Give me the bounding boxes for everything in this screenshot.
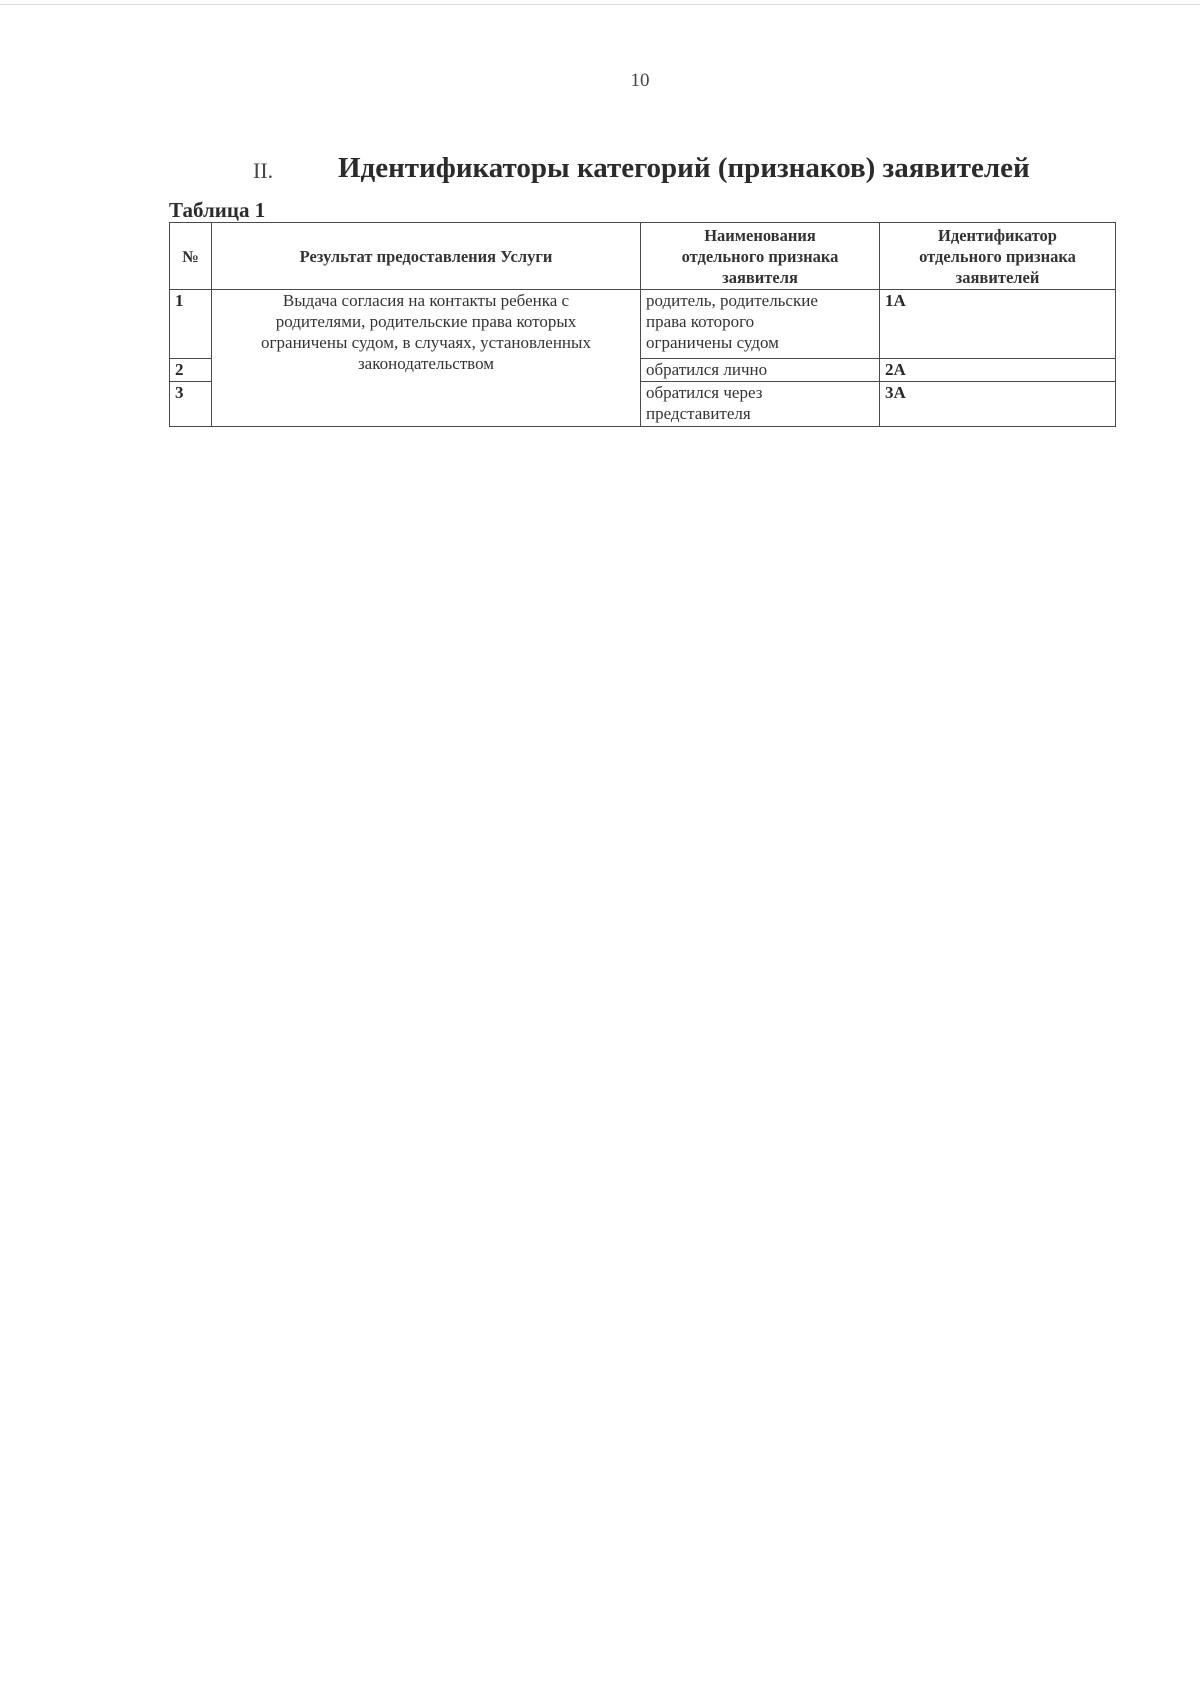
section-number: II. [253,158,274,183]
page-number: 10 [630,70,650,91]
identifier-cell: 1А [880,290,1116,359]
header-id [880,223,1116,290]
identifier-cell: 3А [880,382,1116,427]
attribute-name-line: представителя [646,404,751,423]
attribute-name-cell [641,290,880,359]
service-result-cell [212,290,641,427]
attribute-name-line: обратился через [646,383,763,402]
result-line: ограничены судом, в случаях, установленных [261,333,591,352]
identifier-cell: 2А [880,359,1116,382]
attribute-name-line: родитель, родительские [646,291,818,310]
row-number: 1 [170,290,212,359]
section-title: Идентификаторы категорий (признаков) заявителей [338,152,1030,184]
table-caption: Таблица 1 [169,198,266,222]
result-line: родителями, родительские права которых [275,312,577,331]
header-num: № [170,223,212,290]
applicant-identifiers-table [169,222,1116,427]
result-line: Выдача согласия на контакты ребенка с [282,291,570,310]
header-id-line: отдельного признака [919,246,1076,266]
attribute-name-cell [641,382,880,427]
row-number: 3 [170,382,212,427]
header-name-line: отдельного признака [681,246,839,266]
attribute-name-cell [641,359,880,382]
result-line: законодательством [357,354,495,373]
table-header-row [170,223,1116,290]
attribute-name-line: обратился лично [646,360,768,379]
header-id-line: Идентификатор [938,225,1057,245]
page-top-edge [0,4,1200,5]
header-result: Результат предоставления Услуги [212,223,641,290]
header-name [641,223,880,290]
attribute-name-line: ограничены судом [646,333,779,352]
table-row [170,290,1116,359]
attribute-name-line: права которого [646,312,755,331]
row-number: 2 [170,359,212,382]
header-name-line: заявителя [722,267,798,287]
header-id-line: заявителей [955,267,1040,287]
table-container [169,222,1115,427]
header-name-line: Наименования [704,225,816,245]
